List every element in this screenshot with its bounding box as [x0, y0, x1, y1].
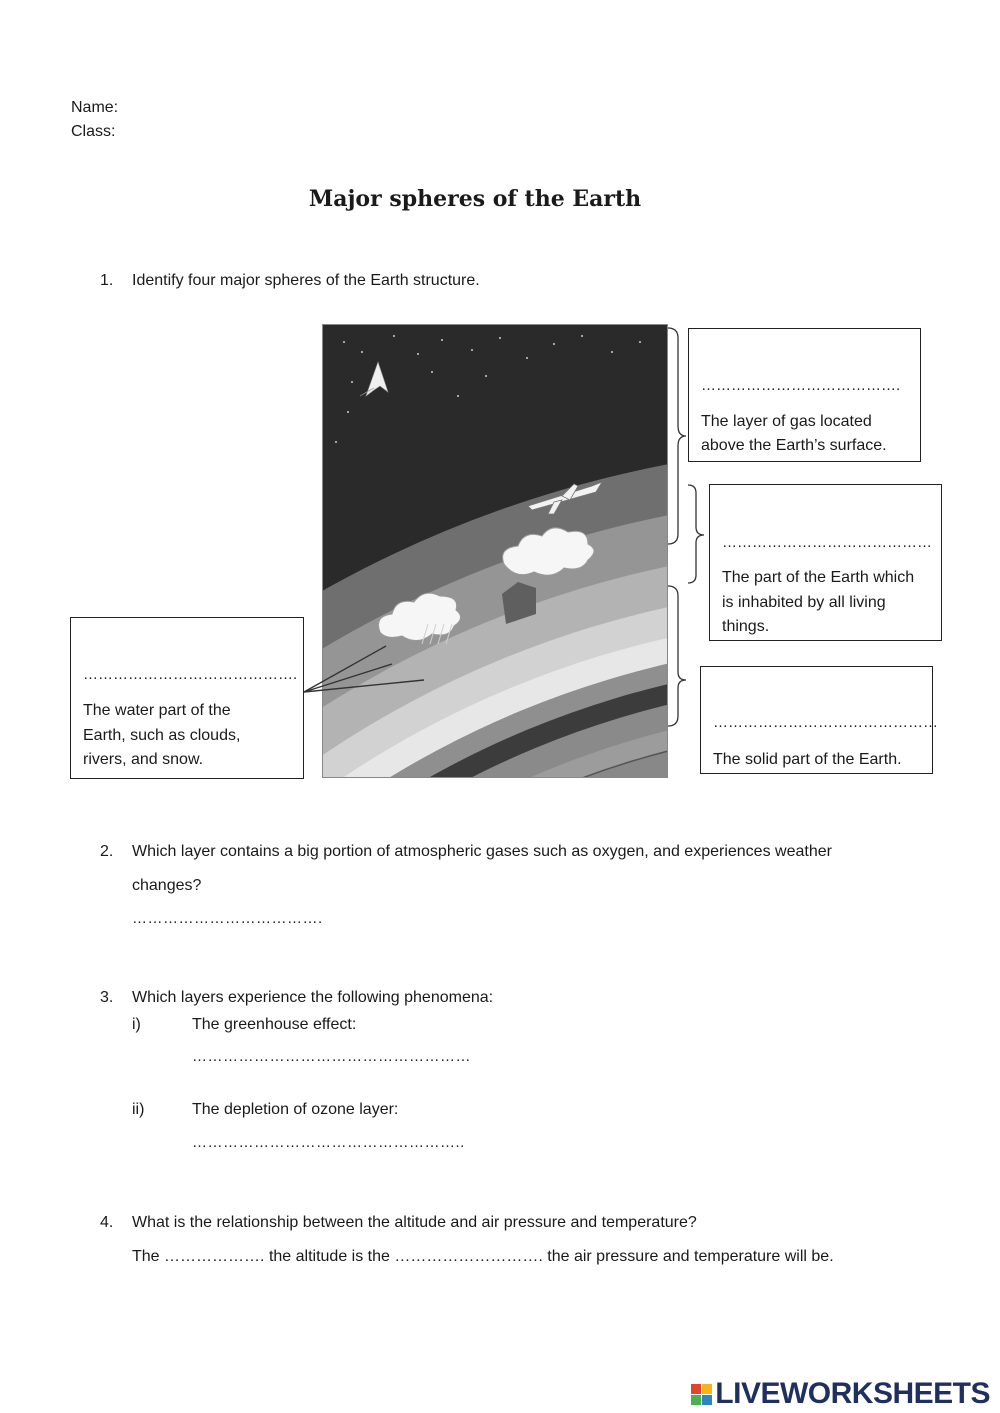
biosphere-answer-box: [709, 484, 942, 641]
q3-text: Which layers experience the following phenomena:: [132, 989, 494, 1006]
q4-answer-blank-2[interactable]: ……………………….: [394, 1248, 543, 1265]
q3-item-number: ii): [132, 1101, 145, 1118]
biosphere-blank[interactable]: ……………………………………: [722, 534, 932, 551]
q2-text-line: changes?: [132, 877, 202, 894]
class-label: Class:: [71, 123, 116, 140]
liveworksheets-logo: [691, 1376, 990, 1412]
q1-number: 1.: [100, 272, 114, 289]
biosphere-description-line: things.: [722, 618, 770, 635]
biosphere-description-line: The part of the Earth which: [722, 569, 915, 586]
lithosphere-answer-box: [700, 666, 938, 774]
hydrosphere-answer-box: [70, 617, 304, 779]
name-label: Name:: [71, 99, 119, 116]
q2-text-line: Which layer contains a big portion of atmospheric gases such as oxygen, and experiences weather: [132, 843, 832, 860]
earth-layers-diagram: [322, 324, 668, 778]
biosphere-description-line: is inhabited by all living: [722, 594, 886, 611]
biosphere-brace: [686, 483, 708, 585]
liveworksheets-logo-icon: [691, 1384, 712, 1405]
q4-answer-sentence: [132, 1245, 834, 1269]
q4-text: What is the relationship between the altitude and air pressure and temperature?: [132, 1214, 697, 1231]
lithosphere-description-line: The solid part of the Earth.: [713, 751, 902, 768]
lithosphere-brace: [666, 584, 690, 728]
q3-item-number: i): [132, 1016, 141, 1033]
hydrosphere-description-line: The water part of the: [83, 702, 231, 719]
lithosphere-blank[interactable]: ………………………………………: [713, 714, 938, 731]
atmosphere-answer-box: [688, 328, 921, 462]
q3-item-text: The depletion of ozone layer:: [192, 1101, 399, 1118]
hydrosphere-blank[interactable]: …………………………………….: [83, 666, 298, 683]
q4-answer-blank-1[interactable]: ……………….: [164, 1248, 265, 1265]
q3-item-answer-blank[interactable]: ………………………………………………: [192, 1048, 471, 1065]
hydrosphere-pointer-lines: [300, 640, 430, 700]
q4-answer-text: the air pressure and temperature will be.: [547, 1248, 834, 1265]
q4-number: 4.: [100, 1214, 114, 1231]
q2-number: 2.: [100, 843, 114, 860]
page-title: Major spheres of the Earth: [308, 186, 642, 212]
brand-name: LIVEWORKSHEETS: [715, 1377, 990, 1410]
q4-answer-text: the altitude is the: [268, 1248, 390, 1265]
hydrosphere-description-line: rivers, and snow.: [83, 751, 204, 768]
q3-number: 3.: [100, 989, 114, 1006]
hydrosphere-description-line: Earth, such as clouds,: [83, 727, 241, 744]
q3-item-answer-blank[interactable]: ……………………………………………..: [192, 1134, 465, 1151]
q4-answer-text: The: [132, 1248, 160, 1265]
q1-text: Identify four major spheres of the Earth structure.: [132, 272, 480, 289]
atmosphere-description-line: The layer of gas located: [701, 413, 872, 430]
q3-item-text: The greenhouse effect:: [192, 1016, 357, 1033]
q2-answer-blank[interactable]: ……………………………….: [132, 910, 323, 927]
atmosphere-blank[interactable]: ………………………………….: [701, 377, 901, 394]
atmosphere-description-line: above the Earth’s surface.: [701, 437, 887, 454]
